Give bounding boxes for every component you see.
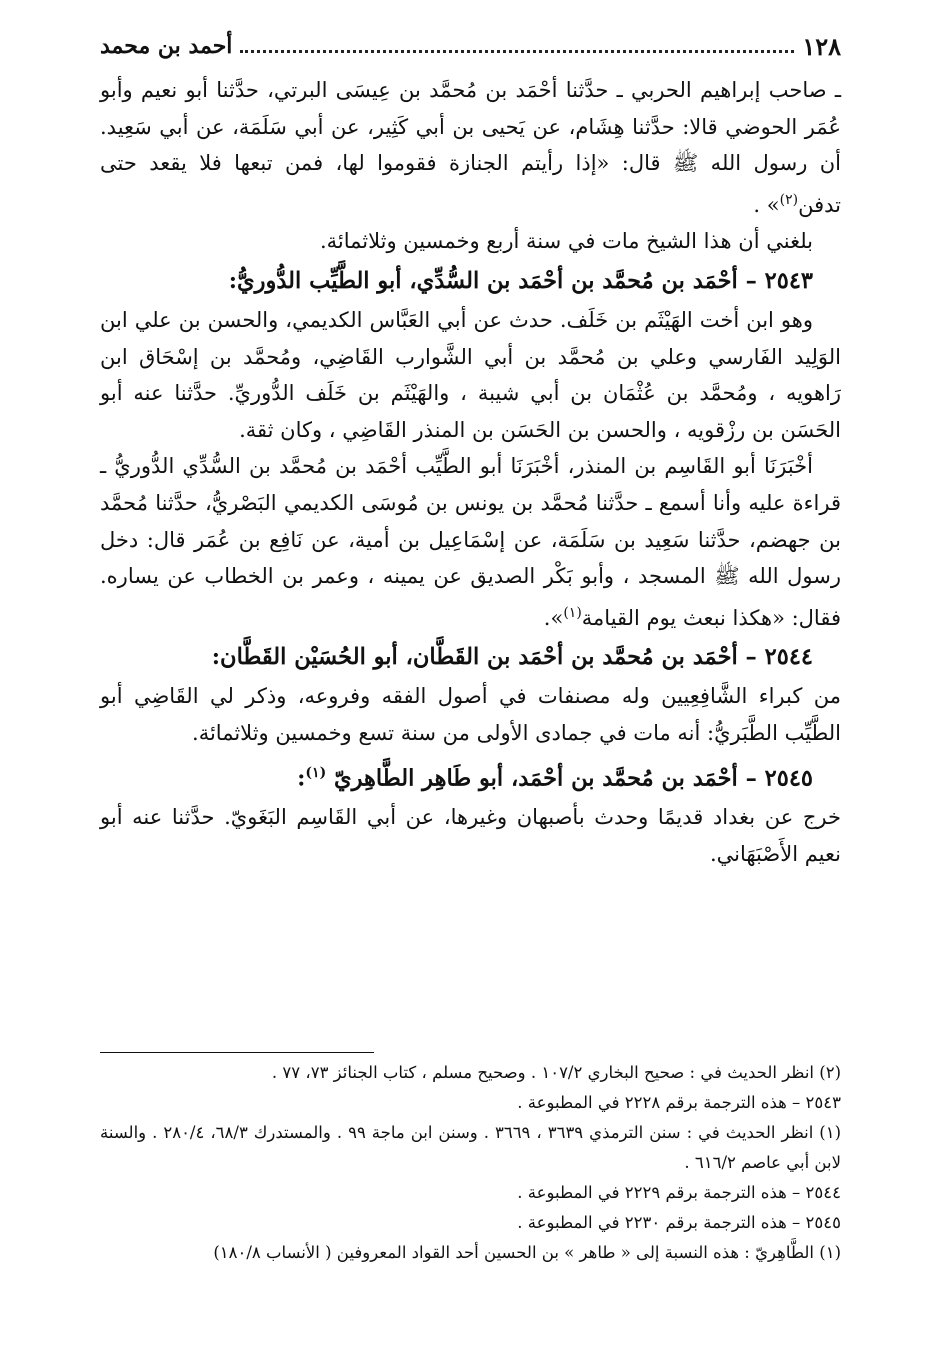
footnote-ref: (١) (563, 604, 582, 621)
page-number: ١٢٨ (802, 31, 841, 61)
footnote: ٢٥٤٣ – هذه الترجمة برقم ٢٢٢٨ في المطبوعة . (517, 1093, 841, 1112)
footnote: ٢٥٤٤ – هذه الترجمة برقم ٢٢٢٩ في المطبوعة . (517, 1183, 841, 1202)
footnote: (٢) انظر الحديث في : صحيح البخاري ١٠٧/٢ . وصحيح مسلم ، كتاب الجنائز ٧٣، ٧٧ . (271, 1063, 841, 1082)
footnote-ref: (٢) (779, 191, 799, 208)
main-text (100, 72, 841, 872)
entry-heading-2545: ٢٥٤٥ – أحْمَد بن مُحمَّد بن أحْمَد، أبو طَاهِر الطَّاهِريّ $^{(١)}$: (297, 764, 813, 791)
paragraph: من كبراء الشَّافِعِيين وله مصنفات في أصول الفقه وفروعه، وذكر لي القَاضِي أبو الطَّيِّب الطَّبَريُّ: أنه مات في جمادى الأولى من سنة تسع وخمسين وثلاثمائة. (100, 684, 841, 745)
paragraph: وهو ابن أخت الهَيْثَم بن خَلَف. حدث عن أبي العَبَّاس الكديمي، والحسن بن علي ابن الوَلِيد الفَارسي وعلي بن مُحمَّد بن أبي الشَّوارب القَاضِي، ومُحمَّد بن إسْحَاق ابن رَاهويه ، ومُحمَّد بن عُثْمَان بن أبي شيبة ، والهَيْثَم بن خَلَف الدُّوريِّ. حدَّثنا عنه أبو الحَسَن بن رزْقويه ، والحسن بن الحَسَن بن المنذر القَاضِي ، وكان ثقة. (100, 307, 841, 442)
running-title: أحمد بن محمد (100, 33, 233, 59)
paragraph: خرج عن بغداد قديمًا وحدث بأصبهان وغيرها، عن أبي القَاسِم البَغَويّ. حدَّثنا عنه أبو نعيم الأَصْبَهَاني. (100, 805, 841, 866)
paragraph: أخْبَرَنَا أبو القَاسِم بن المنذر، أخْبَرَنَا أبو الطَّيِّب أحْمَد بن مُحمَّد بن السُّدِّي الدُّوريُّ ـ قراءة عليه وأنا أسمع ـ حدَّثنا مُحمَّد بن يونس بن مُوسَى الكديمي البَصْريُّ، حدَّثنا مُحمَّد بن جهضم، حدَّثنا سَعِيد بن سَلَمَة، عن إسْمَاعِيل بن أمية، عن نَافِع بن عُمَر قال: دخل رسول الله ﷺ المسجد ، وأبو بَكْر الصديق عن يمينه ، وعمر بن الخطاب عن يساره. فقال: «هكذا نبعث يوم القيامة$^{(١)}$». (100, 454, 841, 630)
footnote: ٢٥٤٥ – هذه الترجمة برقم ٢٢٣٠ في المطبوعة . (517, 1213, 841, 1232)
footnote-separator (100, 1052, 374, 1053)
footnotes (100, 1058, 841, 1268)
footnote: (١) انظر الحديث في : سنن الترمذي ٣٦٣٩ ، ٣٦٦٩ . وسنن ابن ماجة ٩٩ . والمستدرك ٦٨/٣، ٢٨٠/٤ . والسنة لابن أبي عاصم ٦١٦/٢ . (100, 1123, 842, 1172)
page-header (100, 28, 841, 64)
paragraph: بلغني أن هذا الشيخ مات في سنة أربع وخمسين وثلاثمائة. (319, 229, 813, 254)
header-dot-leader (240, 50, 794, 53)
footnote-ref: (١) (305, 764, 327, 781)
footnote: (١) الطَّاهِريّ : هذه النسبة إلى « طاهر » بن الحسين أحد القواد المعروفين ( الأنساب ١٨٠/٨) (213, 1243, 841, 1262)
entry-heading-2543: ٢٥٤٣ – أحْمَد بن مُحمَّد بن أحْمَد بن السُّدِّي، أبو الطَّيِّب الدُّوريُّ: (228, 267, 813, 294)
entry-heading-2544: ٢٥٤٤ – أحْمَد بن مُحمَّد بن أحْمَد بن القَطَّان، أبو الحُسَيْن القَطَّان: (211, 644, 813, 671)
paragraph: ـ صاحب إبراهيم الحربي ـ حدَّثنا أحْمَد بن مُحمَّد بن عِيسَى البرتي، حدَّثنا أبو نعيم وأبو عُمَر الحوضي قالا: حدَّثنا هِشَام، عن يَحيى بن أبي كَثِير، عن أبي سَلَمَة، عن أبي سَعِيد. أن رسول الله ﷺ قال: «إذا رأيتم الجنازة فقوموا لها، فمن تبعها فلا يقعد حتى تدفن$^{(٢)}$» . (100, 78, 841, 217)
